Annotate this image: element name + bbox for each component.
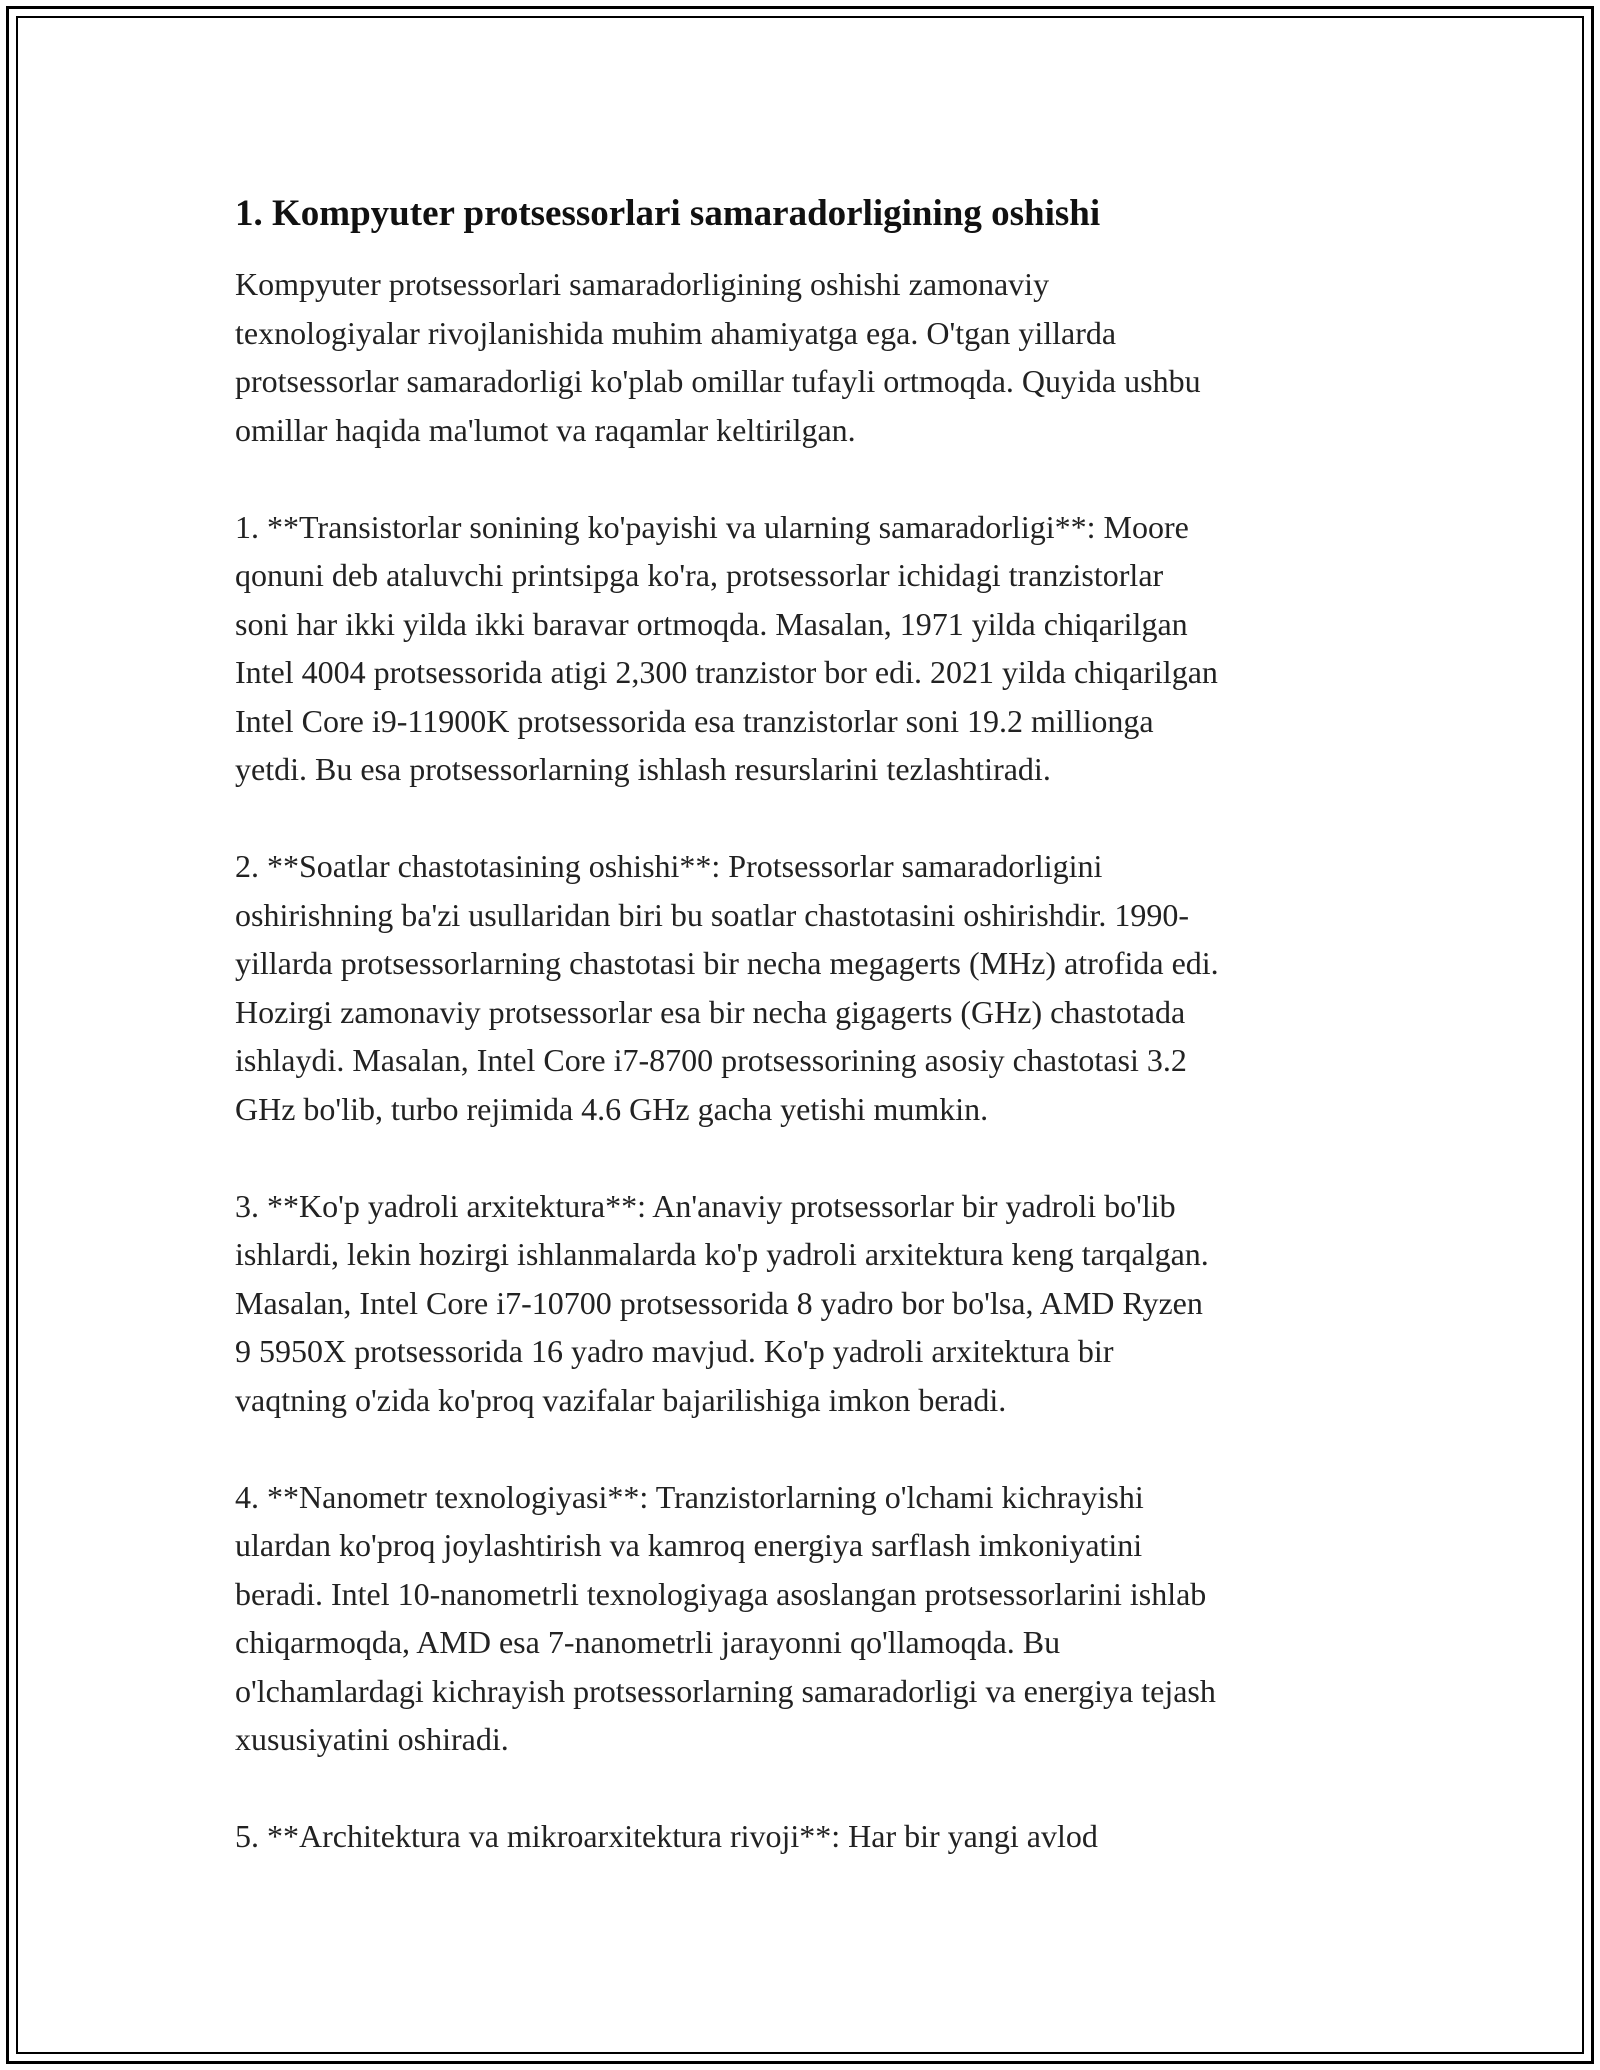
paragraph-line: 2. **Soatlar chastotasining oshishi**: Protsessorlar samaradorligini [235,848,1103,884]
paragraph-line: qonuni deb ataluvchi printsipga ko'ra, protsessorlar ichidagi tranzistorlar [235,557,1164,593]
paragraph-line: omillar haqida ma'lumot va raqamlar keltirilgan. [235,411,856,448]
paragraph-line: Intel Core i9-11900K protsessorida esa tranzistorlar soni 19.2 millionga [235,702,1154,739]
document-body [235,190,1365,1909]
paragraph-line: 9 5950X protsessorida 16 yadro mavjud. Ko'p yadroli arxitektura bir [235,1333,1114,1369]
architecture-paragraph [235,1812,1365,1861]
paragraph-line: Hozirgi zamonaviy protsessorlar esa bir necha gigagerts (GHz) chastotada [235,993,1186,1030]
paragraph-line: ishlardi, lekin hozirgi ishlanmalarda ko'p yadroli arxitektura keng tarqalgan. [235,1236,1209,1272]
paragraph-line: oshirishning ba'zi usullaridan biri bu soatlar chastotasini oshirishdir. 1990- [235,896,1190,933]
paragraph-line: 1. **Transistorlar sonining ko'payishi va ularning samaradorligi**: Moore [235,508,1189,545]
paragraph-line: xususiyatini oshiradi. [235,1721,509,1757]
paragraph-line: o'lchamlardagi kichrayish protsessorlarning samaradorligi va energiya tejash [235,1672,1216,1709]
paragraph-line: GHz bo'lib, turbo rejimida 4.6 GHz gacha yetishi mumkin. [235,1090,989,1127]
paragraph-line: texnologiyalar rivojlanishida muhim ahamiyatga ega. O'tgan yillarda [235,314,1117,351]
paragraph-line: vaqtning o'zida ko'proq vazifalar bajarilishiga imkon beradi. [235,1381,1007,1418]
nanometer-paragraph [235,1473,1365,1764]
paragraph-line: yillarda protsessorlarning chastotasi bir necha megagerts (MHz) atrofida edi. [235,945,1219,981]
paragraph-line: protsessorlar samaradorligi ko'plab omillar tufayli ortmoqda. Quyida ushbu [235,363,1201,399]
paragraph-line: soni har ikki yilda ikki baravar ortmoqda. Masalan, 1971 yilda chiqarilgan [235,605,1188,642]
paragraph-line: Kompyuter protsessorlari samaradorligining oshishi zamonaviy [235,266,1050,302]
transistors-paragraph [235,503,1365,794]
paragraph-line: 3. **Ko'p yadroli arxitektura**: An'anaviy protsessorlar bir yadroli bo'lib [235,1187,1176,1224]
clock-frequency-paragraph [235,842,1365,1133]
paragraph-line: beradi. Intel 10-nanometrli texnologiyaga asoslangan protsessorlarini ishlab [235,1575,1207,1612]
paragraph-line: yetdi. Bu esa protsessorlarning ishlash resurslarini tezlashtiradi. [235,751,1051,787]
paragraph-line: ishlaydi. Masalan, Intel Core i7-8700 protsessorining asosiy chastotasi 3.2 [235,1042,1187,1078]
paragraph-line: ulardan ko'proq joylashtirish va kamroq energiya sarflash imkoniyatini [235,1527,1143,1563]
paragraph-line: chiqarmoqda, AMD esa 7-nanometrli jarayonni qo'llamoqda. Bu [235,1624,1061,1660]
intro-paragraph [235,260,1365,454]
multicore-paragraph [235,1182,1365,1425]
paragraph-line: 5. **Architektura va mikroarxitektura rivoji**: Har bir yangi avlod [235,1818,1098,1854]
document-title: 1. Kompyuter protsessorlari samaradorligining oshishi [235,193,1101,234]
paragraph-line: Intel 4004 protsessorida atigi 2,300 tranzistor bor edi. 2021 yilda chiqarilgan [235,654,1218,690]
paragraph-line: Masalan, Intel Core i7-10700 protsessorida 8 yadro bor bo'lsa, AMD Ryzen [235,1284,1203,1321]
paragraph-line: 4. **Nanometr texnologiyasi**: Tranzistorlarning o'lchami kichrayishi [235,1478,1144,1515]
